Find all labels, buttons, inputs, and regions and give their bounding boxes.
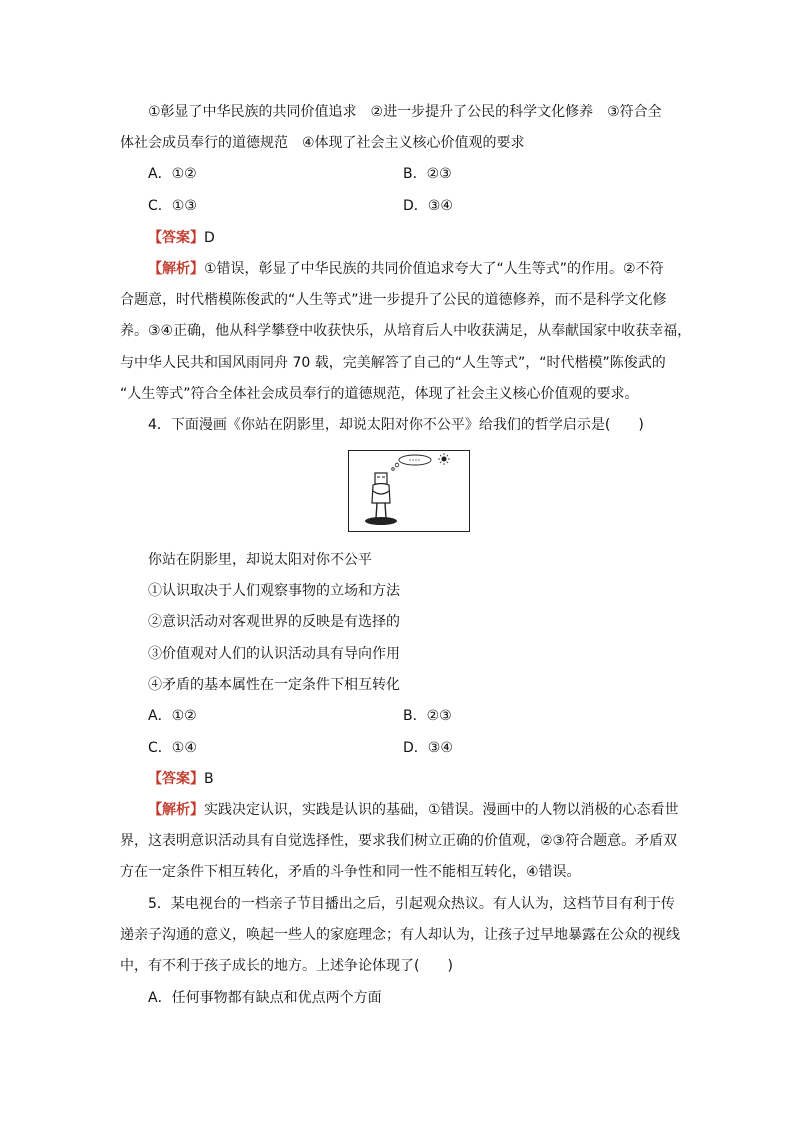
q3-stem-line-1: ①彰显了中华民族的共同价值追求 ②进一步提升了公民的科学文化修养 ③符合全	[148, 104, 662, 120]
q3-option-c: C．①③	[148, 198, 197, 214]
q4-answer	[148, 769, 708, 789]
q4-cartoon-caption: 你站在阴影里，却说太阳对你不公平	[148, 552, 372, 568]
q3-analysis-line-1	[148, 259, 708, 279]
q3-option-d: D．③④	[403, 198, 453, 214]
q4-analysis-line-2: 界，这表明意识活动具有自觉选择性，要求我们树立正确的价值观，②③符合题意。矛盾双	[120, 833, 678, 849]
q3-answer	[148, 228, 708, 248]
q5-stem-line-2: 递亲子沟通的意义，唤起一些人的家庭理念；有人却认为，让孩子过早地暴露在公众的视线	[120, 927, 680, 943]
q4-option-c: C．①④	[148, 740, 197, 756]
q4-analysis-line-3: 方在一定条件下相互转化，矛盾的斗争性和同一性不能相互转化，④错误。	[120, 864, 581, 880]
q3-analysis-line-2: 合题意，时代楷模陈俊武的“人生等式”进一步提升了公民的道德修养，而不是科学文化修	[120, 292, 667, 308]
q3-answer-label: 【答案】	[148, 230, 204, 246]
cartoon-image	[348, 450, 470, 532]
q4-analysis-line-1	[148, 800, 708, 820]
q3-analysis-line-3: 养。③④正确，他从科学攀登中收获快乐，从培育后人中收获满足，从奉献国家中收获幸福，	[120, 323, 692, 339]
q3-option-b: B．②③	[403, 166, 452, 182]
q3-stem-line-2: 体社会成员奉行的道德规范 ④体现了社会主义核心价值观的要求	[120, 135, 525, 151]
q4-analysis-text-1: 实践决定认识，实践是认识的基础，①错误。漫画中的人物以消极的心态看世	[204, 802, 679, 818]
q4-stem: 4．下面漫画《你站在阴影里，却说太阳对你不公平》给我们的哲学启示是( )	[148, 417, 644, 433]
q3-analysis-line-4: 与中华人民共和国风雨同舟 70 载，完美解答了自己的“人生等式”，“时代楷模”陈俊武的	[120, 355, 666, 371]
q4-option-b: B．②③	[403, 708, 452, 724]
q4-statement-2: ②意识活动对客观世界的反映是有选择的	[148, 614, 400, 630]
q5-stem-line-1: 5．某电视台的一档亲子节目播出之后，引起观众热议。有人认为，这档节目有利于传	[148, 896, 675, 912]
q4-analysis-label: 【解析】	[148, 802, 204, 818]
q3-analysis-text-1: ①错误，彰显了中华民族的共同价值追求夸大了“人生等式”的作用。②不符	[204, 261, 664, 277]
q4-statement-1: ①认识取决于人们观察事物的立场和方法	[148, 583, 400, 599]
q4-option-a: A．①②	[148, 708, 197, 724]
q4-answer-label: 【答案】	[148, 771, 204, 787]
q3-analysis-line-5: “人生等式”符合全体社会成员奉行的道德规范，体现了社会主义核心价值观的要求。	[120, 386, 639, 402]
cartoon-drawing	[349, 451, 468, 530]
q5-stem-line-3: 中，有不利于孩子成长的地方。上述争论体现了( )	[120, 958, 453, 974]
q4-statement-4: ④矛盾的基本属性在一定条件下相互转化	[148, 677, 400, 693]
q3-analysis-label: 【解析】	[148, 261, 204, 277]
q4-answer-value: B	[204, 771, 214, 787]
q3-answer-value: D	[204, 230, 215, 246]
q5-option-a: A．任何事物都有缺点和优点两个方面	[148, 990, 382, 1006]
q4-option-d: D．③④	[403, 740, 453, 756]
q3-option-a: A．①②	[148, 166, 197, 182]
q4-statement-3: ③价值观对人们的认识活动具有导向作用	[148, 646, 400, 662]
